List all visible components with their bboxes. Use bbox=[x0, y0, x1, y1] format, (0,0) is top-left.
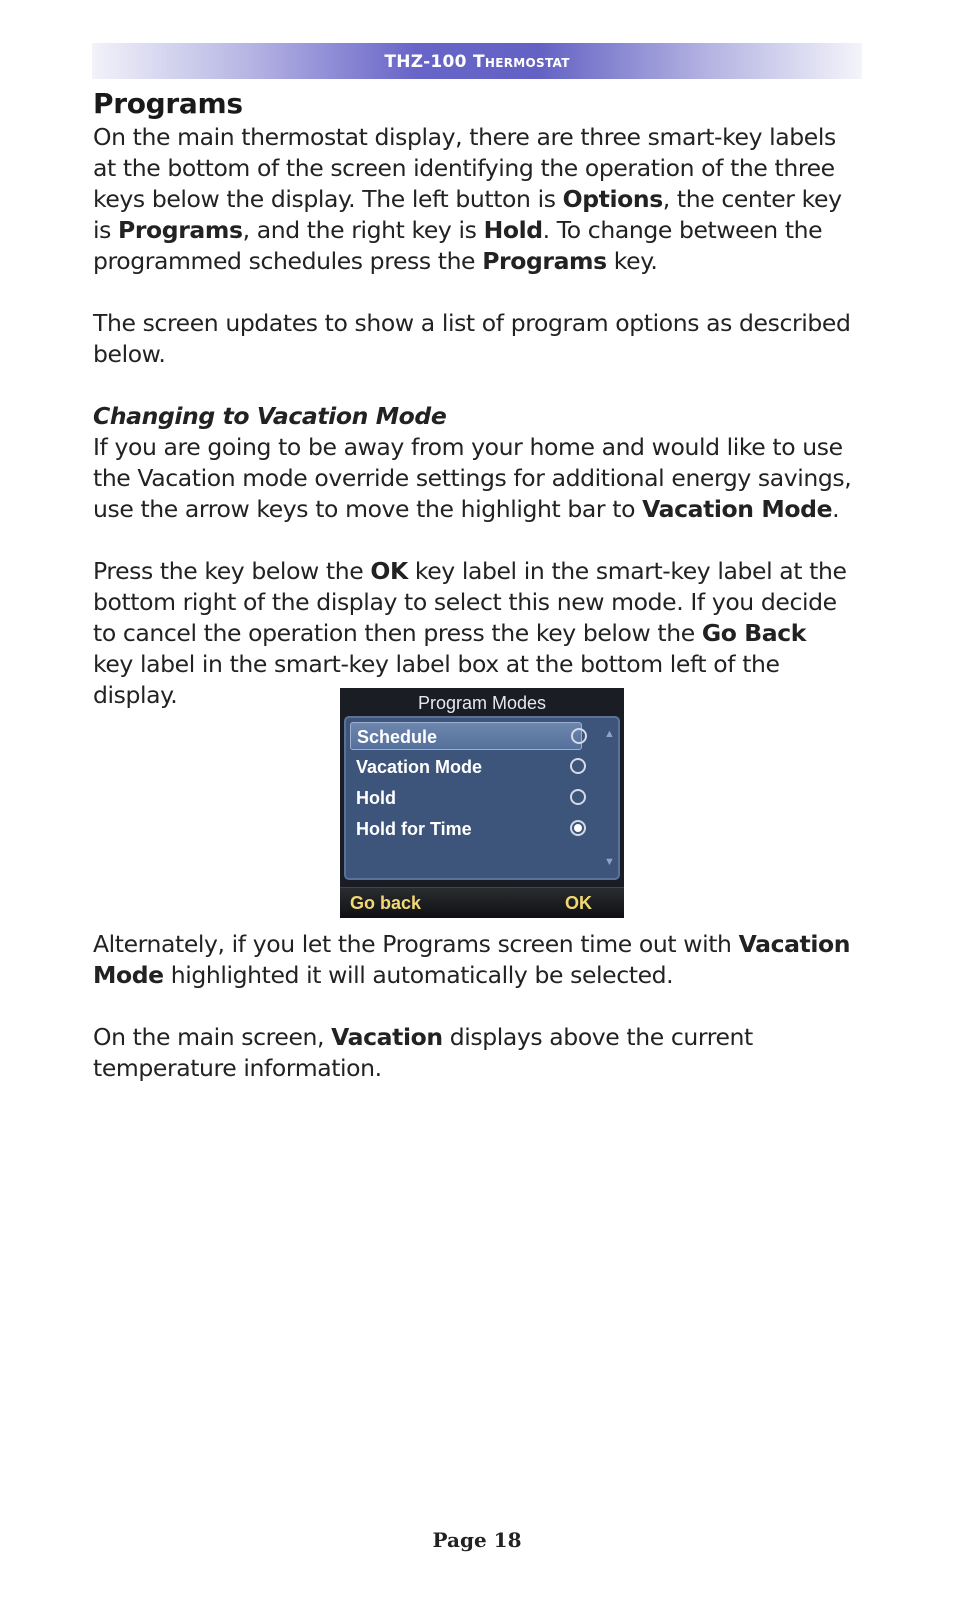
list-item-vacation-mode[interactable] bbox=[350, 753, 582, 781]
page-number: Page 18 bbox=[432, 1528, 522, 1552]
main-content bbox=[93, 86, 853, 711]
radio-icon bbox=[571, 728, 587, 744]
alternately-paragraph: Alternately, if you let the Programs screen time out with Vacation Mode highlighted it will automatically be selected. bbox=[93, 930, 851, 989]
scroll-up-icon[interactable]: ▲ bbox=[604, 728, 615, 740]
document-title: THZ-100 Thermostat bbox=[384, 52, 570, 72]
after-screen-content bbox=[93, 929, 853, 1084]
update-paragraph: The screen updates to show a list of program options as described below. bbox=[93, 309, 851, 368]
radio-icon bbox=[570, 789, 586, 805]
section-heading: Programs bbox=[93, 87, 243, 120]
vacation-paragraph: If you are going to be away from your home and would like to use the Vacation mode override settings for additional energy savings, use the arrow keys to move the highlight bar to Vacation Mode. bbox=[93, 433, 852, 523]
list-item-label: Vacation Mode bbox=[356, 757, 483, 777]
intro-paragraph: On the main thermostat display, there are three smart-key labels at the bottom of the screen identifying the operation of the three keys below the display. The left button is Options, the center key is Programs, and the right key is Hold. To change between the programmed schedules press the Programs key. bbox=[93, 123, 842, 275]
header-band bbox=[92, 43, 862, 79]
list-item-label: Schedule bbox=[357, 727, 438, 747]
subheading: Changing to Vacation Mode bbox=[93, 402, 447, 430]
list-item-label: Hold bbox=[356, 788, 396, 808]
program-modes-list bbox=[344, 716, 620, 880]
radio-selected-icon bbox=[570, 820, 586, 836]
list-item-hold[interactable] bbox=[350, 784, 582, 812]
go-back-softkey[interactable]: Go back bbox=[350, 893, 422, 913]
screen-title: Program Modes bbox=[417, 693, 547, 713]
list-item-schedule[interactable] bbox=[350, 722, 582, 750]
list-item-label: Hold for Time bbox=[356, 819, 472, 839]
main-screen-paragraph: On the main screen, Vacation displays above the current temperature information. bbox=[93, 1023, 753, 1082]
softkey-bar bbox=[340, 887, 624, 918]
ok-softkey[interactable]: OK bbox=[565, 893, 592, 913]
press-paragraph: Press the key below the OK key label in the smart-key label at the bottom right of the display to select this new mode. If you decide to cancel the operation then press the key below the Go Back key label in the smart-key label box at the bottom left of the display. bbox=[93, 557, 847, 709]
radio-icon bbox=[570, 758, 586, 774]
program-modes-screen bbox=[340, 688, 624, 918]
scroll-down-icon[interactable]: ▼ bbox=[604, 856, 615, 868]
list-item-hold-for-time[interactable] bbox=[350, 815, 582, 843]
